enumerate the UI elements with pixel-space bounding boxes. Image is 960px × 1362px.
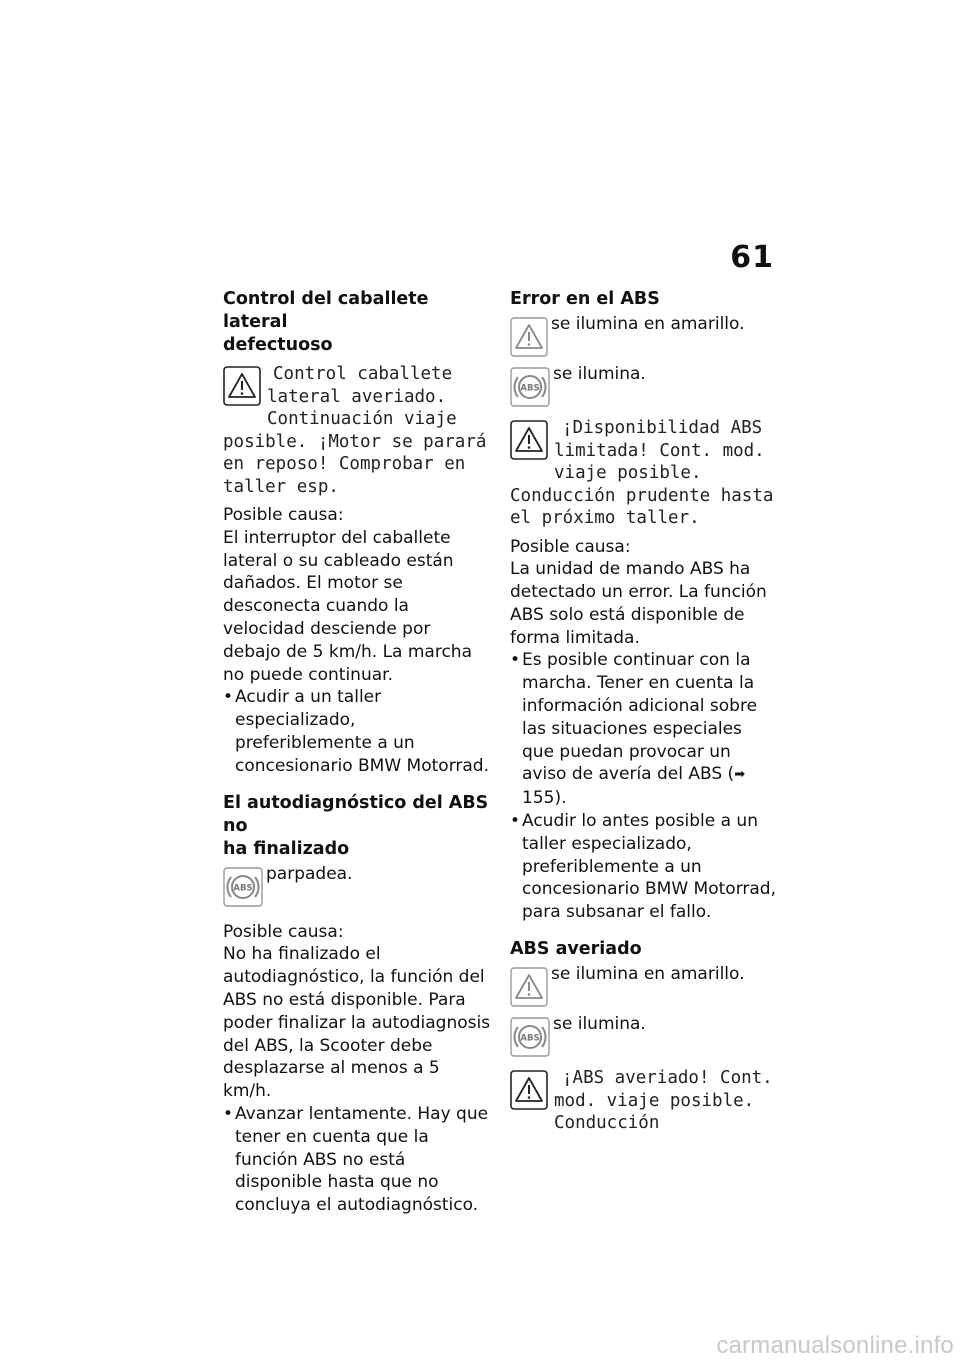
cause-label: Posible causa: [510, 536, 631, 557]
display-message: ¡ABS averiado! Cont. mod. viaje posible. Conducción [554, 1068, 773, 1134]
svg-text:ABS: ABS [520, 383, 540, 394]
indicator-text: se ilumina. [553, 1014, 646, 1035]
warning-triangle-icon [223, 366, 261, 410]
list-item: • Acudir a un taller especializado, preferiblemente a un concesionario BMW Motorrad. [223, 686, 493, 777]
cause-label: Posible causa: [223, 505, 344, 525]
warning-triangle-icon [510, 1070, 548, 1114]
list-item: • Acudir lo antes posible a un taller especializado, preferiblemente a un concesionario BMW Motorrad, para subsanar el fallo. [510, 810, 778, 924]
warning-triangle-icon [510, 967, 548, 1011]
abs-indicator-row [510, 1013, 778, 1061]
cause-text: No ha finalizado el autodiagnóstico, la función del ABS no está disponible. Para poder finalizar la autodiagnosis del ABS, la Scooter debe desplazarse al menos a 5 km/h. [223, 944, 491, 1102]
indicator-text: parpadea. [266, 863, 353, 884]
list-item: • Es posible continuar con la marcha. Tener en cuenta la información adicional sobre las situaciones especiales que puedan provocar un aviso de avería del ABS (➡ 155). [510, 649, 778, 810]
indicator-text: se ilumina en amarillo. [551, 314, 745, 334]
action-list [510, 649, 778, 924]
page-reference-arrow-icon: ➡ [734, 767, 746, 783]
display-message: ¡Disponibilidad ABS limitada! Cont. mod. viaje posible. Conducción prudente hasta el próximo taller. [510, 418, 774, 528]
cause-text: El interruptor del caballete lateral o su cableado están dañados. El motor se desconecta cuando la velocidad desciende por debajo de 5 km/h. La marcha no puede continuar. [223, 527, 472, 685]
warning-message-abs-limited [510, 417, 778, 530]
page-number: 61 [730, 240, 774, 275]
warning-indicator-row [510, 963, 778, 1011]
cause-text: La unidad de mando ABS ha detectado un error. La función ABS solo está disponible de forma limitada. [510, 559, 767, 648]
warning-triangle-icon [510, 420, 548, 464]
action-list [223, 1103, 493, 1217]
page-reference: 155). [522, 788, 567, 809]
watermark: carmanualsonline.info [716, 1332, 954, 1359]
warning-message-side-stand [223, 363, 493, 498]
section-title-abs-faulty: ABS averiado [510, 939, 642, 960]
display-message: Control caballete lateral averiado. Continuación viaje posible. ¡Motor se parará en reposo! Comprobar en taller esp. [223, 364, 487, 497]
abs-indicator-row [223, 863, 493, 911]
left-column [223, 288, 493, 1217]
section-title-abs-error: Error en el ABS [510, 289, 660, 309]
svg-text:ABS: ABS [233, 883, 253, 894]
list-item: • Avanzar lentamente. Hay que tener en cuenta que la función ABS no está disponible hasta que no concluya el autodiagnóstico. [223, 1103, 493, 1217]
indicator-text: se ilumina en amarillo. [551, 964, 745, 985]
abs-warning-icon [510, 1017, 550, 1061]
action-list [223, 686, 493, 777]
warning-message-abs-faulty [510, 1067, 778, 1135]
section-title-side-stand: Control del caballete lateral defectuoso [223, 289, 429, 355]
abs-indicator-row [510, 363, 778, 411]
abs-warning-icon [510, 367, 550, 411]
svg-text:ABS: ABS [520, 1033, 540, 1044]
warning-indicator-row [510, 313, 778, 361]
indicator-text: se ilumina. [553, 364, 646, 384]
abs-warning-icon [223, 867, 263, 911]
warning-triangle-icon [510, 317, 548, 361]
cause-label: Posible causa: [223, 921, 344, 942]
section-title-abs-selfdiag: El autodiagnóstico del ABS no ha finalizado [223, 792, 489, 859]
right-column [510, 288, 778, 1141]
